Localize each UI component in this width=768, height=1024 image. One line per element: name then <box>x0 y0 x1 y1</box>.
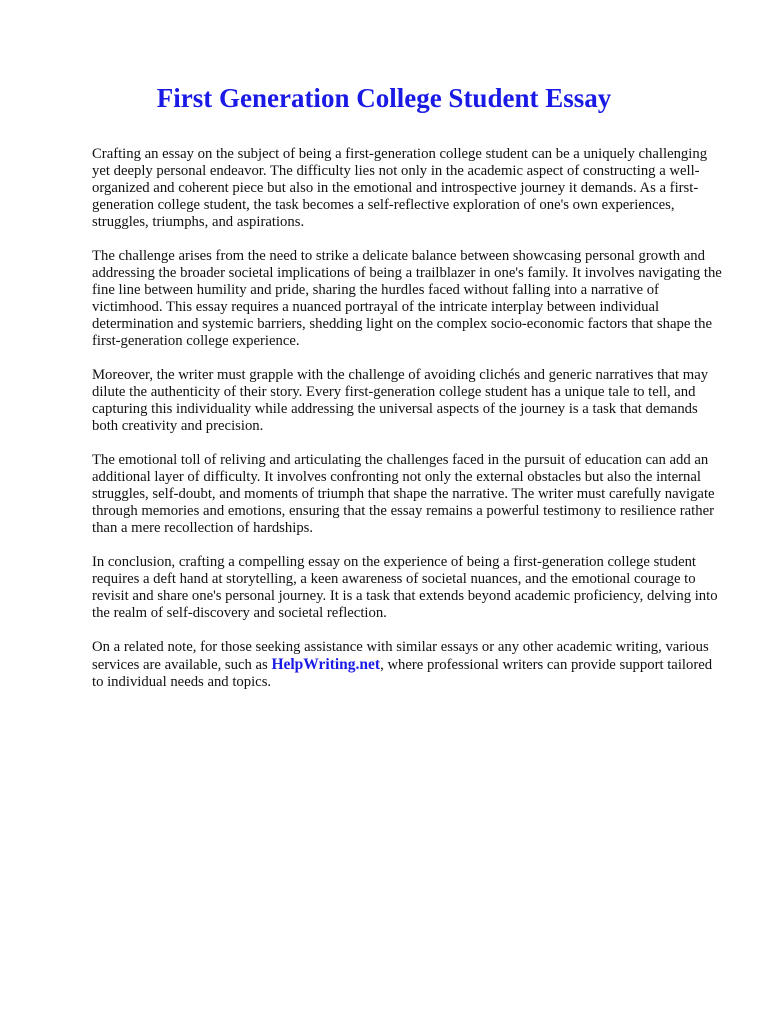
paragraph-emotional-toll: The emotional toll of reliving and articulating the challenges faced in the pursuit of education can add an additional layer of difficulty. It involves confronting not only the external obstacles but also the internal struggles, self-doubt, and moments of triumph that shape the narrative. The writer must carefully navigate through memories and emotions, ensuring that the essay remains a powerful testimony to resilience rather than a mere recollection of hardships. <box>92 452 715 536</box>
related-note-text-after: , where professional writers can provide support tailored to individual needs and topics. <box>92 657 713 690</box>
paragraph-challenge: The challenge arises from the need to strike a delicate balance between showcasing personal growth and addressing the broader societal implications of being a trailblazer in one's family. It involves navigating the fine line between humility and pride, sharing the hurdles faced without falling into a narrative of victimhood. This essay requires a nuanced portrayal of the intricate interplay between individual determination and systemic barriers, shedding light on the complex socio-economic factors that shape the first-generation college experience. <box>92 248 722 349</box>
essay-body <box>92 146 724 708</box>
paragraph-cliches: Moreover, the writer must grapple with the challenge of avoiding clichés and generic narratives that may dilute the authenticity of their story. Every first-generation college student has a unique tale to tell, and capturing this individuality while addressing the universal aspects of the journey is a task that demands both creativity and precision. <box>92 367 709 434</box>
helpwriting-link[interactable]: HelpWriting.net <box>271 656 381 673</box>
related-note-text-before: On a related note, for those seeking assistance with similar essays or any other academic writing, various services are available, such as <box>92 639 709 673</box>
paragraph-related-note <box>92 639 724 691</box>
paragraph-intro: Crafting an essay on the subject of being a first-generation college student can be a uniquely challenging yet deeply personal endeavor. The difficulty lies not only in the academic aspect of constructing a well-organized and coherent piece but also in the emotional and introspective journey it demands. As a first-generation college student, the task becomes a self-reflective exploration of one's own experiences, struggles, triumphs, and aspirations. <box>92 146 708 230</box>
page-title: First Generation College Student Essay <box>156 83 612 113</box>
paragraph-conclusion: In conclusion, crafting a compelling essay on the experience of being a first-generation college student requires a deft hand at storytelling, a keen awareness of societal nuances, and the emotional courage to revisit and share one's personal journey. It is a task that extends beyond academic proficiency, delving into the realm of self-discovery and societal reflection. <box>92 554 718 621</box>
